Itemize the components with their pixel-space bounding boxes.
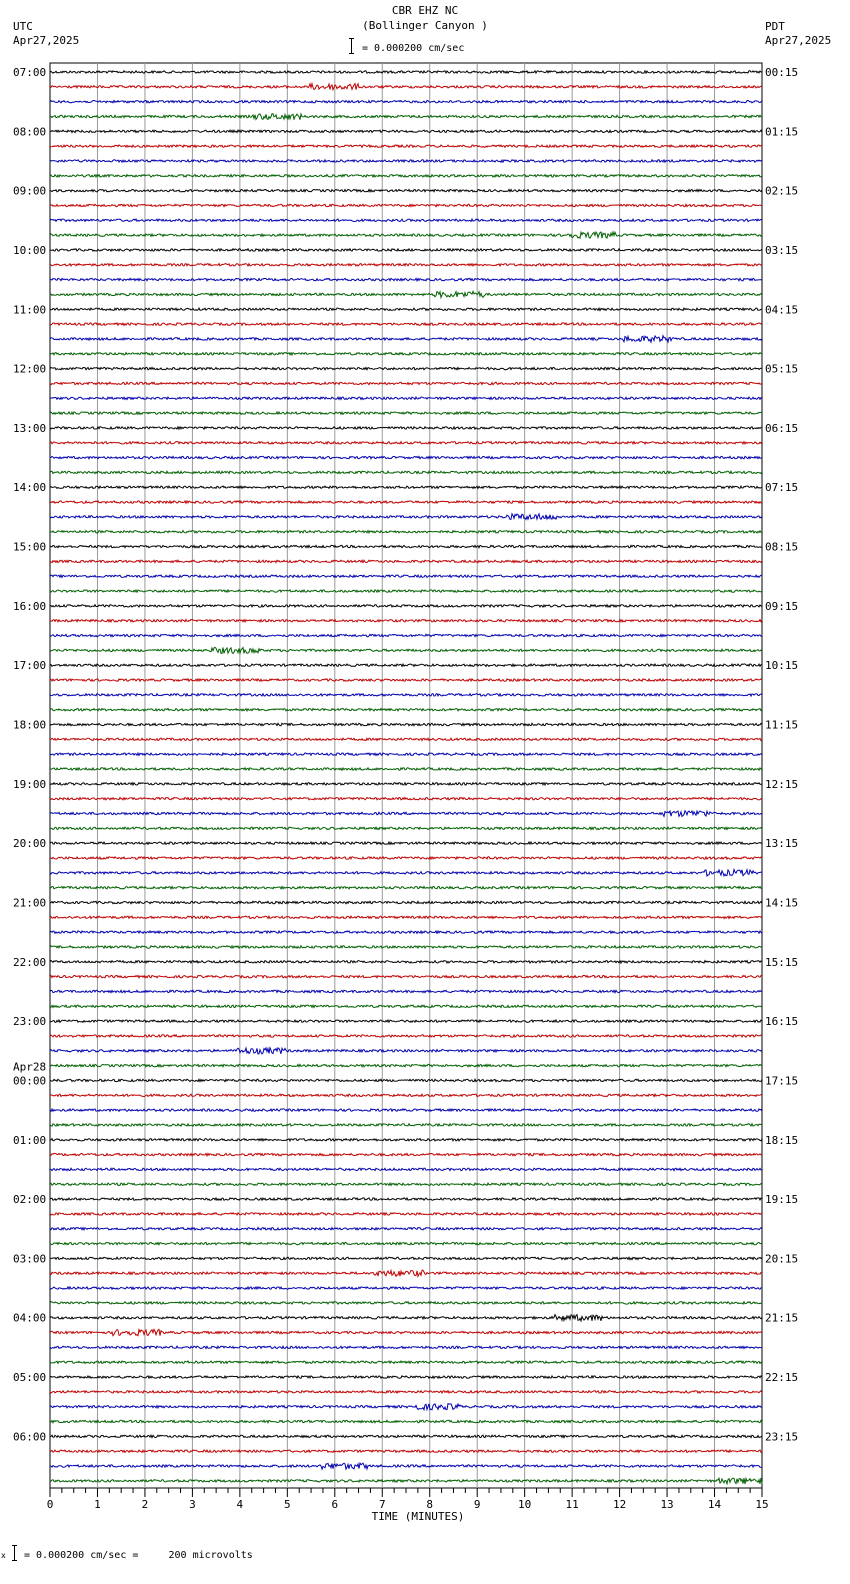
seismic-trace (50, 1376, 762, 1378)
left-timezone: UTC (13, 20, 33, 33)
seismic-trace (50, 204, 762, 206)
seismic-trace (50, 1450, 762, 1452)
scale-text: = 0.000200 cm/sec (362, 43, 465, 54)
left-date: Apr27,2025 (13, 34, 80, 47)
plot-frame (50, 63, 762, 1488)
seismic-trace (50, 397, 762, 399)
seismic-trace (50, 946, 762, 948)
pdt-hour-label: 00:15 (765, 66, 799, 79)
seismic-trace (50, 1020, 762, 1022)
utc-hour-label: 05:00 (13, 1371, 47, 1385)
seismic-trace (50, 1153, 762, 1155)
seismic-trace (50, 1329, 762, 1335)
seismic-trace (50, 961, 762, 963)
seismic-trace (50, 590, 762, 592)
seismic-trace (50, 367, 762, 369)
seismic-trace (50, 501, 762, 503)
utc-hour-label: 21:00 (13, 896, 47, 910)
footer-scale-mark: x (1, 1551, 6, 1560)
pdt-hour-label: 11:15 (765, 718, 799, 732)
x-tick-label: 10 (518, 1498, 532, 1511)
pdt-hour-label: 20:15 (765, 1252, 799, 1266)
seismic-trace (50, 783, 762, 785)
seismic-trace (50, 664, 762, 666)
trace-group (50, 71, 762, 1484)
utc-hour-label: 17:00 (13, 659, 47, 673)
seismic-trace (50, 647, 762, 653)
seismic-trace (50, 811, 762, 817)
utc-hour-label: 02:00 (13, 1193, 47, 1207)
utc-hour-label: 08:00 (13, 125, 47, 139)
pdt-hour-label: 15:15 (765, 955, 799, 969)
x-axis-label: TIME (MINUTES) (371, 1510, 465, 1523)
utc-hour-label: 01:00 (13, 1133, 47, 1147)
seismic-trace (50, 412, 762, 414)
seismic-trace (50, 1287, 762, 1289)
seismic-trace (50, 709, 762, 711)
seismic-trace (50, 560, 762, 562)
seismic-trace (50, 605, 762, 607)
x-tick-label: 6 (331, 1498, 339, 1511)
pdt-hour-label: 07:15 (765, 481, 799, 495)
seismic-trace (50, 1478, 762, 1484)
utc-hour-label: 11:00 (13, 303, 47, 317)
seismic-trace (50, 1198, 762, 1200)
seismic-trace (50, 1064, 762, 1066)
seismic-trace (50, 842, 762, 844)
seismic-trace (50, 931, 762, 933)
utc-hour-label: 16:00 (13, 599, 47, 613)
seismic-trace (50, 1228, 762, 1230)
pdt-hour-label: 10:15 (765, 659, 799, 673)
utc-hour-label: 14:00 (13, 481, 47, 495)
seismic-trace (50, 130, 762, 132)
seismic-trace (50, 323, 762, 325)
seismic-trace (50, 990, 762, 992)
x-tick-label: 11 (565, 1498, 579, 1511)
seismic-trace (50, 620, 762, 622)
seismic-trace (50, 190, 762, 192)
seismic-trace (50, 1035, 762, 1037)
utc-hour-label: 13:00 (13, 421, 47, 435)
seismic-trace (50, 145, 762, 147)
seismic-trace (50, 278, 762, 280)
seismic-trace (50, 514, 762, 520)
seismic-trace (50, 1005, 762, 1007)
x-tick-label: 5 (284, 1498, 291, 1511)
utc-hour-label: 07:00 (13, 66, 47, 79)
pdt-hour-label: 04:15 (765, 303, 799, 317)
x-tick-label: 9 (473, 1498, 481, 1511)
seismic-trace (50, 1048, 762, 1054)
seismic-trace (50, 545, 762, 547)
seismic-trace (50, 1346, 762, 1348)
utc-hour-label: 09:00 (13, 184, 47, 198)
pdt-hour-label: 06:15 (765, 421, 799, 435)
seismic-trace (50, 264, 762, 266)
seismic-trace (50, 916, 762, 918)
pdt-hour-label: 19:15 (765, 1193, 799, 1207)
seismic-trace (50, 798, 762, 800)
x-tick-label: 7 (378, 1498, 386, 1511)
seismic-trace (50, 1463, 762, 1469)
pdt-hour-label: 02:15 (765, 184, 799, 198)
seismic-trace (50, 870, 762, 876)
seismic-trace (50, 694, 762, 696)
footer-scale-bar-icon (14, 1545, 15, 1561)
pdt-hour-label: 09:15 (765, 599, 799, 613)
seismic-trace (50, 427, 762, 429)
seismic-trace (50, 1079, 762, 1081)
seismic-trace (50, 901, 762, 903)
seismic-trace (50, 768, 762, 770)
pdt-hour-label: 08:15 (765, 540, 799, 554)
seismic-trace (50, 471, 762, 473)
x-tick-label: 4 (236, 1498, 244, 1511)
seismic-trace (50, 442, 762, 444)
x-tick-label: 3 (189, 1498, 196, 1511)
seismic-trace (50, 382, 762, 384)
pdt-hour-label: 22:15 (765, 1371, 799, 1385)
x-tick-label: 14 (707, 1498, 722, 1511)
right-timezone: PDT (765, 20, 785, 33)
utc-hour-label: 20:00 (13, 837, 47, 851)
seismic-trace (50, 308, 762, 310)
seismic-trace (50, 1404, 762, 1410)
x-tick-label: 12 (612, 1498, 627, 1511)
utc-hour-label: 23:00 (13, 1015, 47, 1029)
pdt-hour-label: 23:15 (765, 1430, 799, 1444)
pdt-hour-label: 16:15 (765, 1015, 799, 1029)
seismic-trace (50, 160, 762, 162)
seismic-trace (50, 1213, 762, 1215)
seismic-trace (50, 291, 762, 297)
seismic-trace (50, 738, 762, 740)
seismic-trace (50, 1109, 762, 1111)
pdt-hour-label: 03:15 (765, 243, 799, 257)
seismic-trace (50, 1183, 762, 1185)
utc-hour-label: 22:00 (13, 955, 47, 969)
seismic-trace (50, 1242, 762, 1244)
seismic-trace (50, 1124, 762, 1126)
seismic-trace (50, 634, 762, 636)
seismic-trace (50, 1435, 762, 1437)
utc-hour-label: 00:00 (13, 1074, 47, 1088)
utc-hour-label: 03:00 (13, 1252, 47, 1266)
seismic-trace (50, 336, 762, 342)
seismic-trace (50, 531, 762, 533)
pdt-hour-label: 13:15 (765, 837, 799, 851)
x-tick-label: 13 (660, 1498, 674, 1511)
seismic-trace (50, 827, 762, 829)
utc-hour-label: 12:00 (13, 362, 47, 376)
seismic-trace (50, 857, 762, 859)
x-tick-label: 15 (755, 1498, 769, 1511)
utc-hour-label: 19:00 (13, 777, 47, 791)
seismic-trace (50, 353, 762, 355)
right-date: Apr27,2025 (765, 34, 832, 47)
x-tick-label: 0 (46, 1498, 54, 1511)
seismic-trace (50, 114, 762, 120)
seismic-trace (50, 575, 762, 577)
seismic-trace (50, 1391, 762, 1393)
seismic-trace (50, 887, 762, 889)
date-change-label: Apr28 (13, 1060, 47, 1074)
seismic-trace (50, 1361, 762, 1363)
pdt-hour-label: 01:15 (765, 125, 799, 139)
utc-hour-label: 15:00 (13, 540, 47, 554)
seismic-trace (50, 1302, 762, 1304)
seismic-trace (50, 723, 762, 725)
station-location: (Bollinger Canyon ) (362, 19, 488, 32)
seismic-trace (50, 1420, 762, 1422)
utc-hour-label: 10:00 (13, 243, 47, 257)
seismic-trace (50, 1257, 762, 1259)
x-tick-label: 1 (94, 1498, 101, 1511)
seismic-trace (50, 1094, 762, 1096)
footer-scale-text: = 0.000200 cm/sec = 200 microvolts (24, 1550, 253, 1561)
seismic-trace (50, 486, 762, 488)
seismic-trace (50, 753, 762, 755)
pdt-hour-label: 12:15 (765, 777, 799, 791)
seismic-trace (50, 1168, 762, 1170)
seismic-trace (50, 975, 762, 977)
seismic-trace (50, 1315, 762, 1321)
x-tick-label: 8 (426, 1498, 434, 1511)
seismic-trace (50, 101, 762, 103)
seismic-trace (50, 84, 762, 90)
pdt-hour-label: 05:15 (765, 362, 799, 376)
seismic-trace (50, 232, 762, 238)
utc-hour-label: 06:00 (13, 1430, 47, 1444)
pdt-hour-label: 14:15 (765, 896, 799, 910)
pdt-hour-label: 17:15 (765, 1074, 799, 1088)
station-title: CBR EHZ NC (391, 4, 459, 17)
seismic-trace (50, 679, 762, 681)
seismic-trace (50, 456, 762, 458)
seismic-trace (50, 175, 762, 177)
x-tick-label: 2 (141, 1498, 149, 1511)
seismic-trace (50, 1139, 762, 1141)
seismic-trace (50, 219, 762, 221)
seismic-trace (50, 71, 762, 73)
seismic-trace (50, 1270, 762, 1276)
pdt-hour-label: 21:15 (765, 1311, 799, 1325)
utc-hour-label: 04:00 (13, 1311, 47, 1325)
pdt-hour-label: 18:15 (765, 1133, 799, 1147)
utc-hour-label: 18:00 (13, 718, 47, 732)
seismic-trace (50, 249, 762, 251)
